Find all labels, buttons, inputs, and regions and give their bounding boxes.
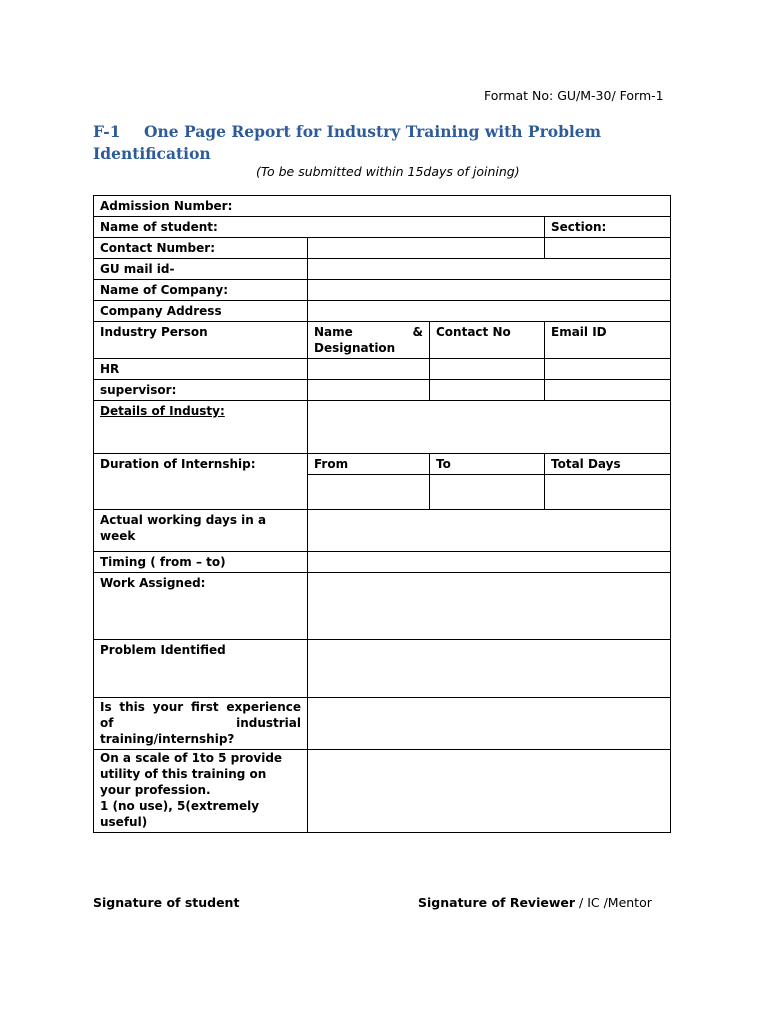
name-designation-header bbox=[308, 322, 430, 359]
industry-details-input[interactable] bbox=[308, 401, 671, 454]
work-assigned-input[interactable] bbox=[308, 573, 671, 640]
form-code: F-1 bbox=[93, 122, 121, 141]
supervisor-name-input[interactable] bbox=[308, 380, 430, 401]
format-number: Format No: GU/M-30/ Form-1 bbox=[484, 88, 664, 103]
reviewer-signature-bold: Signature of Reviewer bbox=[418, 895, 576, 910]
submission-note: (To be submitted within 15days of joining) bbox=[256, 164, 520, 179]
utility-scale-question: On a scale of 1to 5 provide utility of this training on your profession. bbox=[100, 751, 283, 797]
admission-number-field[interactable] bbox=[94, 196, 671, 217]
problem-identified-label: Problem Identified bbox=[94, 640, 308, 698]
student-signature-label: Signature of student bbox=[93, 895, 240, 910]
industry-details-label: Details of Industy: bbox=[94, 401, 308, 454]
page-title bbox=[93, 121, 693, 165]
gu-mail-label: GU mail id- bbox=[94, 259, 308, 280]
gu-mail-input[interactable] bbox=[308, 259, 671, 280]
first-experience-label bbox=[94, 698, 308, 750]
section-input[interactable] bbox=[545, 238, 671, 259]
timing-input[interactable] bbox=[308, 552, 671, 573]
email-id-header: Email ID bbox=[545, 322, 671, 359]
company-address-label: Company Address bbox=[94, 301, 308, 322]
contact-number-label: Contact Number: bbox=[94, 238, 308, 259]
report-form-table bbox=[93, 195, 671, 833]
reviewer-signature-rest: / IC /Mentor bbox=[575, 895, 652, 910]
hr-label: HR bbox=[94, 359, 308, 380]
student-name-field[interactable] bbox=[94, 217, 545, 238]
problem-identified-input[interactable] bbox=[308, 640, 671, 698]
company-address-input[interactable] bbox=[308, 301, 671, 322]
name-word: Name bbox=[314, 325, 353, 339]
from-header: From bbox=[308, 454, 430, 475]
first-experience-input[interactable] bbox=[308, 698, 671, 750]
contact-number-input[interactable] bbox=[308, 238, 545, 259]
utility-scale-label bbox=[94, 750, 308, 833]
utility-scale-legend: 1 (no use), 5(extremely useful) bbox=[100, 799, 260, 829]
designation-word: Designation bbox=[314, 341, 396, 355]
total-days-input[interactable] bbox=[545, 475, 671, 510]
section-field[interactable] bbox=[545, 217, 671, 238]
hr-name-input[interactable] bbox=[308, 359, 430, 380]
student-name-label: Name of student: bbox=[100, 220, 218, 234]
title-line-1: One Page Report for Industry Training with Problem bbox=[144, 122, 602, 141]
reviewer-signature-label bbox=[418, 895, 652, 910]
timing-label: Timing ( from – to) bbox=[94, 552, 308, 573]
duration-label: Duration of Internship: bbox=[94, 454, 308, 510]
working-days-input[interactable] bbox=[308, 510, 671, 552]
to-header: To bbox=[430, 454, 545, 475]
company-name-label: Name of Company: bbox=[94, 280, 308, 301]
hr-email-input[interactable] bbox=[545, 359, 671, 380]
total-days-header: Total Days bbox=[545, 454, 671, 475]
work-assigned-label: Work Assigned: bbox=[94, 573, 308, 640]
utility-scale-input[interactable] bbox=[308, 750, 671, 833]
working-days-label: Actual working days in a week bbox=[94, 510, 308, 552]
contact-no-header: Contact No bbox=[430, 322, 545, 359]
industry-person-label: Industry Person bbox=[94, 322, 308, 359]
title-line-2: Identification bbox=[93, 144, 211, 163]
supervisor-label: supervisor: bbox=[94, 380, 308, 401]
section-label: Section: bbox=[551, 220, 607, 234]
supervisor-contact-input[interactable] bbox=[430, 380, 545, 401]
supervisor-email-input[interactable] bbox=[545, 380, 671, 401]
from-input[interactable] bbox=[308, 475, 430, 510]
admission-number-label: Admission Number: bbox=[100, 199, 233, 213]
ampersand: & bbox=[412, 325, 423, 339]
company-name-input[interactable] bbox=[308, 280, 671, 301]
first-experience-text: Is this your first experience of industrial training/internship? bbox=[100, 700, 301, 746]
to-input[interactable] bbox=[430, 475, 545, 510]
hr-contact-input[interactable] bbox=[430, 359, 545, 380]
